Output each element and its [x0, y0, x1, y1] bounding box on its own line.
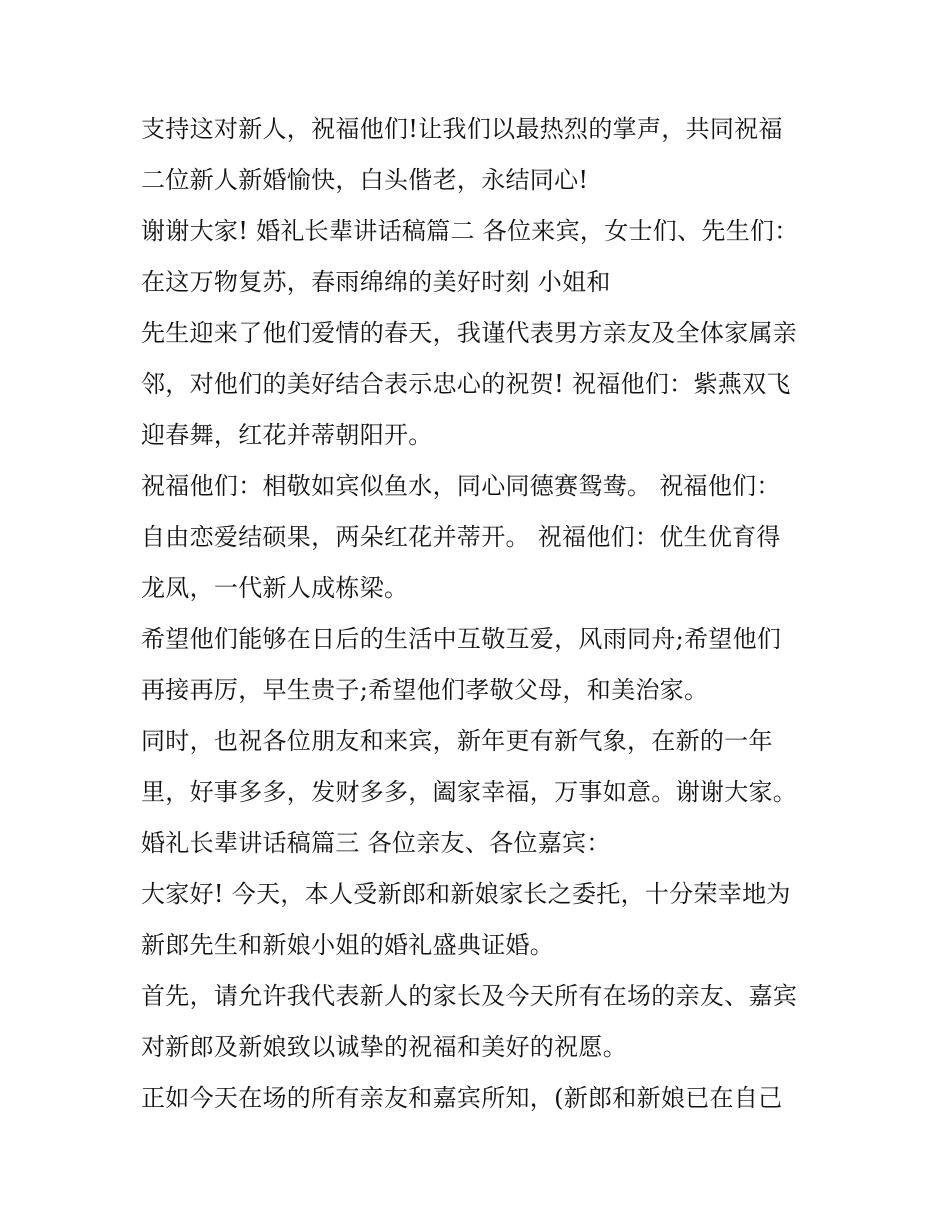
document-body [141, 107, 831, 1127]
text-line: 先生迎来了他们爱情的春天，我谨代表男方亲友及全体家属亲 [141, 319, 798, 347]
text-line: 再接再厉，早生贵子;希望他们孝敬父母，和美治家。 [141, 676, 709, 704]
text-line: 谢谢大家! 婚礼长辈讲话稿篇二 各位来宾，女士们、先生们： [141, 217, 799, 245]
text-line: 希望他们能够在日后的生活中互敬互爱，风雨同舟;希望他们 [141, 625, 782, 653]
text-line: 龙凤，一代新人成栋梁。 [141, 574, 409, 602]
text-line: 正如今天在场的所有亲友和嘉宾所知，(新郎和新娘已在自己 [141, 1084, 783, 1112]
text-line: 祝福他们：相敬如宾似鱼水，同心同德赛鸳鸯。 祝福他们： [141, 472, 781, 500]
text-line: 在这万物复苏，春雨绵绵的美好时刻 小姐和 [141, 268, 611, 296]
text-line: 同时，也祝各位朋友和来宾，新年更有新气象，在新的一年 [141, 727, 773, 755]
text-line: 大家好! 今天，本人受新郎和新娘家长之委托，十分荣幸地为 [141, 880, 791, 908]
text-line: 迎春舞，红花并蒂朝阳开。 [141, 421, 433, 449]
text-line: 新郎先生和新娘小姐的婚礼盛典证婚。 [141, 931, 555, 959]
text-line: 邻，对他们的美好结合表示忠心的祝贺! 祝福他们：紫燕双飞 [141, 370, 791, 398]
text-line: 二位新人新婚愉快，白头偕老，永结同心! [141, 166, 589, 194]
text-line: 里，好事多多，发财多多，阖家幸福，万事如意。谢谢大家。 [141, 778, 798, 806]
text-line: 对新郎及新娘致以诚挚的祝福和美好的祝愿。 [141, 1033, 627, 1061]
text-line: 婚礼长辈讲话稿篇三 各位亲友、各位嘉宾： [141, 829, 611, 857]
text-line: 自由恋爱结硕果，两朵红花并蒂开。 祝福他们：优生优育得 [141, 523, 781, 551]
text-line: 首先，请允许我代表新人的家长及今天所有在场的亲友、嘉宾 [141, 982, 798, 1010]
text-line: 支持这对新人，祝福他们!让我们以最热烈的掌声，共同祝福 [141, 115, 783, 143]
